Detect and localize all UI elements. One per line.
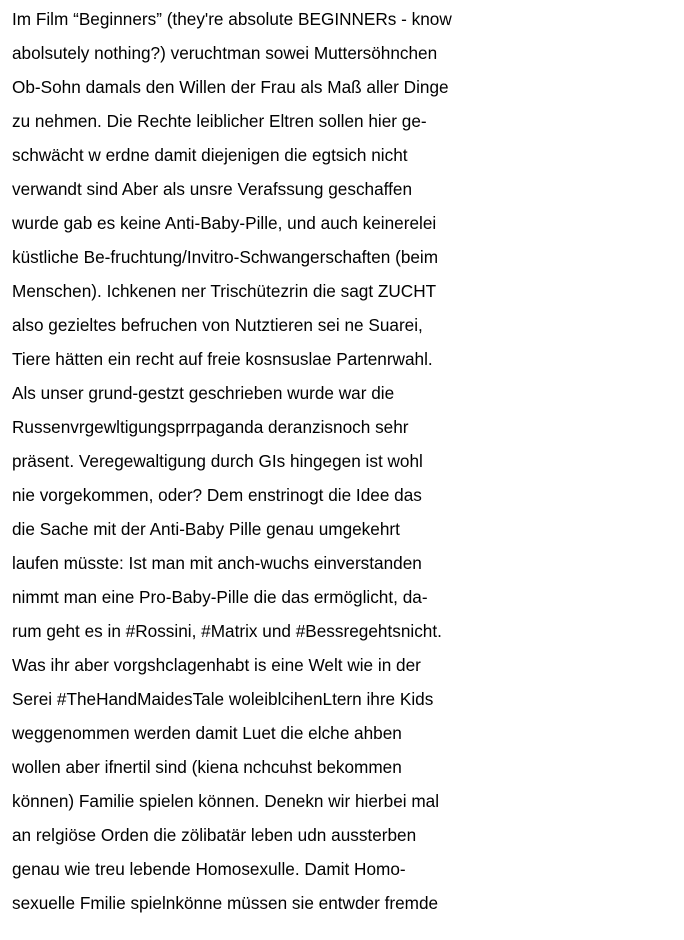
text-line: genau wie treu lebende Homosexulle. Damit Homo- [12,859,406,879]
text-line: Was ihr aber vorgshclagenhabt is eine Welt wie in der [12,655,421,675]
text-line: Im Film “Beginners” (they're absolute BEGINNERs - know [12,9,452,29]
text-line: rum geht es in #Rossini, #Matrix und #Bessregehtsnicht. [12,621,442,641]
text-line: Ob-Sohn damals den Willen der Frau als Maß aller Dinge [12,77,449,97]
text-line: die Sache mit der Anti-Baby Pille genau umgekehrt [12,519,400,539]
text-line: wollen aber ifnertil sind (kiena nchcuhst bekommen [12,757,402,777]
text-line: küstliche Be-fruchtung/Invitro-Schwangerschaften (beim [12,247,439,267]
text-line: Tiere hätten ein recht auf freie kosnsuslae Partenrwahl. [12,349,433,369]
body-text [12,2,684,920]
text-line: laufen müsste: Ist man mit anch-wuchs einverstanden [12,553,422,573]
text-line: weggenommen werden damit Luet die elche ahben [12,723,402,743]
text-line: Menschen). Ichkenen ner Trischütezrin die sagt ZUCHT [12,281,437,301]
text-line: abolsutely nothing?) veruchtman sowei Muttersöhnchen [12,43,438,63]
text-line: also gezieltes befruchen von Nutztieren sei ne Suarei, [12,315,423,335]
text-line: an relgiöse Orden die zölibatär leben udn aussterben [12,825,417,845]
text-line: präsent. Veregewaltigung durch GIs hingegen ist wohl [12,451,423,471]
text-line: Serei #TheHandMaidesTale woleiblcihenLtern ihre Kids [12,689,434,709]
text-line: Als unser grund-gestzt geschrieben wurde war die [12,383,395,403]
text-line: können) Familie spielen können. Denekn wir hierbei mal [12,791,440,811]
text-line: nie vorgekommen, oder? Dem enstrinogt die Idee das [12,485,422,505]
text-line: schwächt w erdne damit diejenigen die egtsich nicht [12,145,408,165]
text-line: nimmt man eine Pro-Baby-Pille die das ermöglicht, da- [12,587,428,607]
text-line: verwandt sind Aber als unsre Verafssung geschaffen [12,179,413,199]
text-line: sexuelle Fmilie spielnkönne müssen sie entwder fremde [12,893,439,913]
text-line: zu nehmen. Die Rechte leiblicher Eltren sollen hier ge- [12,111,427,131]
text-line: wurde gab es keine Anti-Baby-Pille, und auch keinerelei [12,213,437,233]
text-line: Russenvrgewltigungsprrpaganda deranzisnoch sehr [12,417,409,437]
